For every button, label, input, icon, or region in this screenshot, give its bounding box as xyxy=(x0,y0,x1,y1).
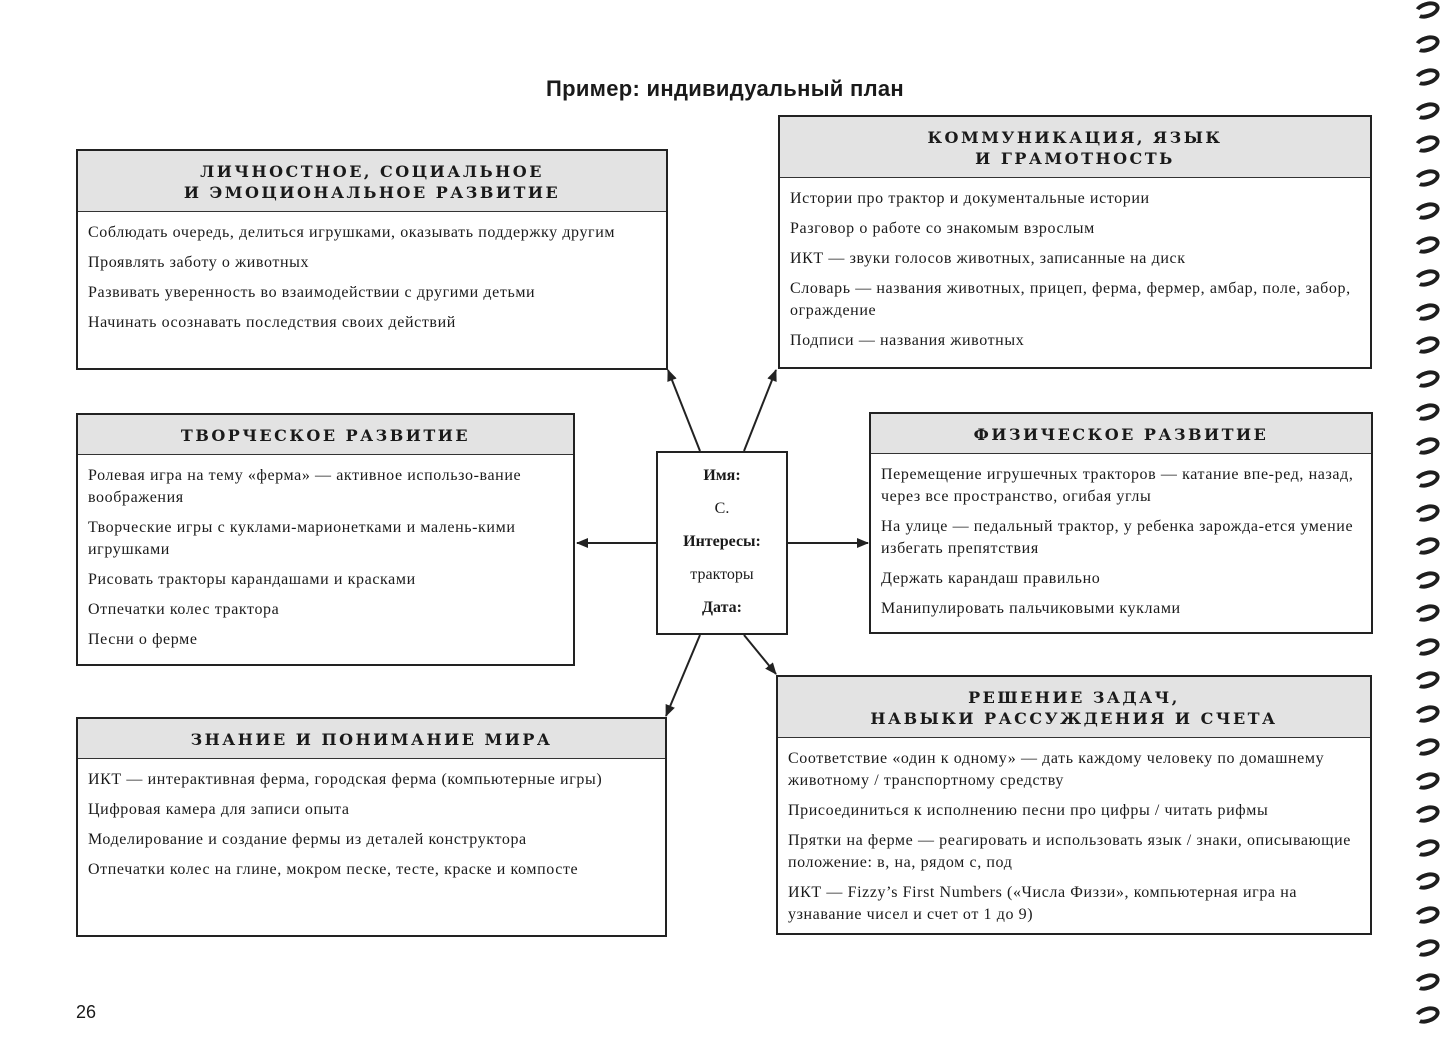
binding-ring xyxy=(1412,367,1441,390)
list-item: Начинать осознавать последствия своих действий xyxy=(88,314,456,331)
box-heading xyxy=(778,677,1370,738)
binding-ring xyxy=(1412,400,1441,423)
binding-ring xyxy=(1412,333,1441,356)
box-heading xyxy=(871,414,1371,454)
arrow-to-communication xyxy=(744,370,776,451)
heading-line: ЗНАНИЕ И ПОНИМАНИЕ МИРА xyxy=(190,730,553,749)
list-item: Творческие игры с куклами-марионетками и малень-кими игрушками xyxy=(88,519,516,558)
binding-ring xyxy=(1412,635,1441,658)
heading-line: И ЭМОЦИОНАЛЬНОЕ РАЗВИТИЕ xyxy=(183,183,561,202)
box-heading xyxy=(78,151,666,212)
binding-ring xyxy=(1412,32,1441,55)
arrow-to-world xyxy=(666,635,700,716)
heading-line: И ГРАМОТНОСТЬ xyxy=(975,149,1175,168)
binding-ring xyxy=(1412,1003,1441,1026)
name-label: Имя: xyxy=(703,467,741,484)
list-item: Перемещение игрушечных тракторов — катание впе-ред, назад, через все пространство, огибая углы xyxy=(881,466,1354,505)
binding-ring xyxy=(1412,769,1441,792)
box-communication-language xyxy=(778,115,1372,369)
binding-ring xyxy=(1412,668,1441,691)
list-item: ИКТ — звуки голосов животных, записанные на диск xyxy=(790,250,1186,267)
binding-ring xyxy=(1412,936,1441,959)
binding-ring xyxy=(1412,166,1441,189)
list-item: Разговор о работе со знакомым взрослым xyxy=(790,220,1095,237)
list-item: ИКТ — интерактивная ферма, городская ферма (компьютерные игры) xyxy=(88,771,603,788)
heading-line: ЛИЧНОСТНОЕ, СОЦИАЛЬНОЕ xyxy=(200,162,544,181)
interests-value: тракторы xyxy=(690,566,754,583)
list-item: Присоединиться к исполнению песни про цифры / читать рифмы xyxy=(788,802,1269,819)
box-heading xyxy=(78,415,573,455)
heading-line: РЕШЕНИЕ ЗАДАЧ, xyxy=(968,688,1180,707)
binding-ring xyxy=(1412,300,1441,323)
spiral-binding xyxy=(1408,0,1441,1045)
list-item: Держать карандаш правильно xyxy=(881,570,1101,587)
list-item: Отпечатки колес на глине, мокром песке, тесте, краске и компосте xyxy=(88,861,579,878)
page-number: 26 xyxy=(76,1002,97,1022)
box-personal-social-emotional xyxy=(76,149,668,370)
arrow-to-personal xyxy=(668,370,700,451)
box-knowledge-world xyxy=(76,717,667,937)
center-child-info xyxy=(656,451,788,635)
page-title: Пример: индивидуальный план xyxy=(545,76,905,101)
box-heading xyxy=(780,117,1370,178)
list-item: Рисовать тракторы карандашами и красками xyxy=(88,571,416,588)
interests-label: Интересы: xyxy=(683,533,761,550)
list-item: Подписи — названия животных xyxy=(790,332,1025,349)
heading-line: ТВОРЧЕСКОЕ РАЗВИТИЕ xyxy=(180,426,471,445)
box-heading xyxy=(78,719,665,759)
binding-ring xyxy=(1412,568,1441,591)
binding-ring xyxy=(1412,266,1441,289)
binding-ring xyxy=(1412,467,1441,490)
binding-ring xyxy=(1412,132,1441,155)
list-item: Прятки на ферме — реагировать и использовать язык / знаки, описывающие положение: в, на, рядом с, под xyxy=(788,832,1351,871)
binding-ring xyxy=(1412,199,1441,222)
name-value: С. xyxy=(714,500,730,517)
box-creative-development xyxy=(76,413,575,666)
list-item: Словарь — названия животных, прицеп, ферма, фермер, амбар, поле, забор, ограждение xyxy=(790,280,1351,319)
heading-line: ФИЗИЧЕСКОЕ РАЗВИТИЕ xyxy=(973,425,1269,444)
heading-line: КОММУНИКАЦИЯ, ЯЗЫК xyxy=(927,128,1223,147)
binding-ring xyxy=(1412,836,1441,859)
binding-ring xyxy=(1412,735,1441,758)
list-item: Проявлять заботу о животных xyxy=(88,254,310,271)
heading-line: НАВЫКИ РАССУЖДЕНИЯ И СЧЕТА xyxy=(870,709,1278,728)
arrow-to-problem xyxy=(744,635,776,674)
list-item: ИКТ — Fizzy’s First Numbers («Числа Физзи», компьютерная игра на узнавание чисел и счет от 1 до 9) xyxy=(788,884,1298,923)
list-item: Соблюдать очередь, делиться игрушками, оказывать поддержку другим xyxy=(88,224,616,241)
binding-ring xyxy=(1412,601,1441,624)
list-item: Цифровая камера для записи опыта xyxy=(88,801,350,818)
binding-ring xyxy=(1412,65,1441,88)
list-item: Песни о ферме xyxy=(88,631,198,648)
binding-ring xyxy=(1412,434,1441,457)
binding-ring xyxy=(1412,501,1441,524)
binding-ring xyxy=(1412,970,1441,993)
box-problem-solving xyxy=(776,675,1372,935)
list-item: Моделирование и создание фермы из деталей конструктора xyxy=(88,831,527,848)
binding-ring xyxy=(1412,99,1441,122)
list-item: Ролевая игра на тему «ферма» — активное использо-вание воображения xyxy=(88,467,522,506)
list-item: На улице — педальный трактор, у ребенка зарожда-ется умение избегать препятствия xyxy=(881,518,1354,557)
binding-ring xyxy=(1412,233,1441,256)
binding-ring xyxy=(1412,0,1441,22)
binding-ring xyxy=(1412,534,1441,557)
list-item: Соответствие «один к одному» — дать каждому человеку по домашнему животному / транспортному средству xyxy=(788,750,1325,789)
binding-ring xyxy=(1412,903,1441,926)
list-item: Истории про трактор и документальные истории xyxy=(790,190,1150,207)
list-item: Манипулировать пальчиковыми куклами xyxy=(881,600,1181,617)
binding-ring xyxy=(1412,869,1441,892)
box-physical-development xyxy=(869,412,1373,634)
date-label: Дата: xyxy=(702,599,742,616)
list-item: Отпечатки колес трактора xyxy=(88,601,280,618)
binding-ring xyxy=(1412,802,1441,825)
binding-ring xyxy=(1412,702,1441,725)
list-item: Развивать уверенность во взаимодействии с другими детьми xyxy=(88,284,536,301)
